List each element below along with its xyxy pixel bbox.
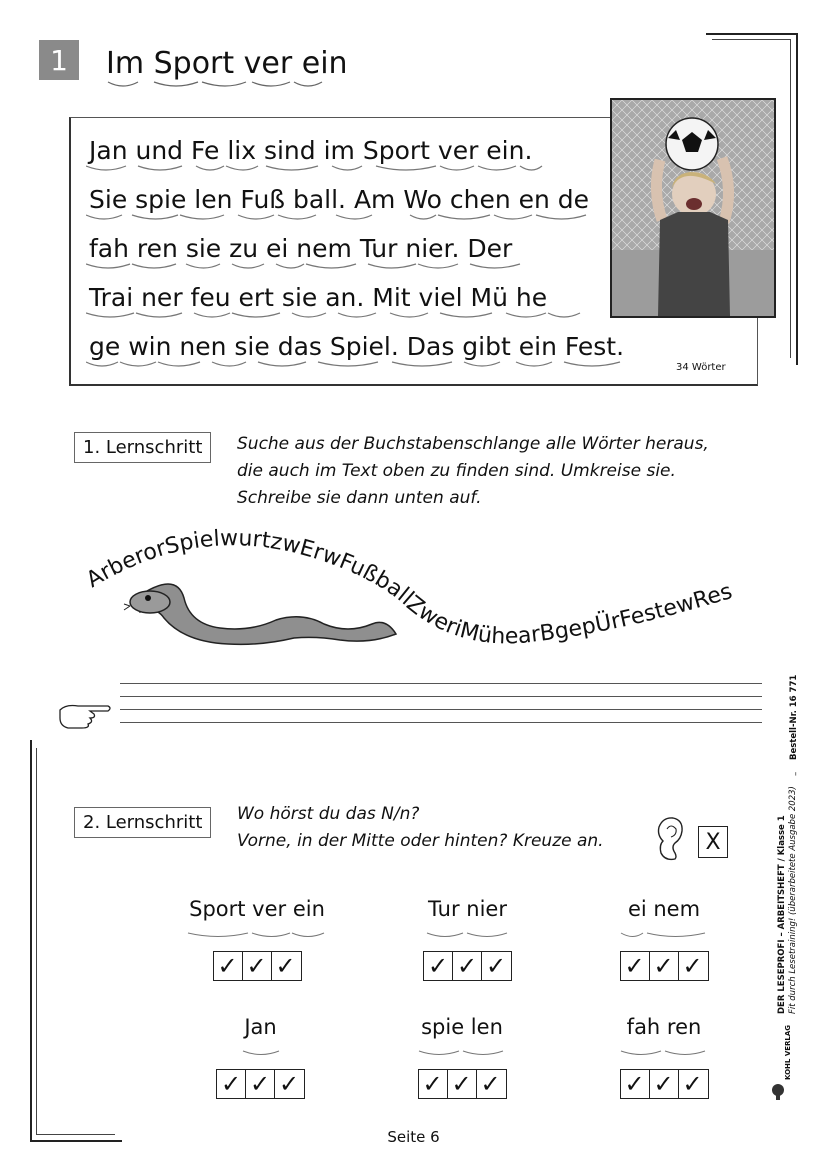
checkbox-front[interactable]: ✓ <box>214 952 243 980</box>
publisher-logo-icon <box>770 1082 794 1100</box>
checkbox-middle[interactable]: ✓ <box>453 952 482 980</box>
checkbox-end[interactable]: ✓ <box>682 952 703 980</box>
step2-instructions <box>237 801 604 855</box>
order-number: Bestell-Nr. 16 771 <box>789 674 799 760</box>
instruction-line: die auch im Text oben zu finden sind. Umkreise sie. <box>237 461 676 481</box>
checkbox-row[interactable] <box>213 951 302 981</box>
checkbox-row[interactable] <box>620 1069 709 1099</box>
syllable-arcs <box>619 1050 709 1058</box>
syllable-arcs <box>217 1050 305 1058</box>
page-number: Seite 6 <box>387 1128 440 1146</box>
choice-word: fah ren <box>626 1015 702 1039</box>
syllable-arcs <box>619 932 709 940</box>
syllable-arcs <box>417 1050 507 1058</box>
step1-label: 1. Lernschritt <box>74 432 211 463</box>
story-line: fah ren sie zu ei nem Tur nier. Der <box>89 234 513 263</box>
ear-icon <box>651 815 685 863</box>
page-title <box>106 46 348 81</box>
boy-football-photo <box>610 98 776 318</box>
story-line: Trai ner feu ert sie an. Mit viel Mü he <box>89 283 548 312</box>
chapter-number: 1 <box>39 40 79 80</box>
checkbox-middle[interactable]: ✓ <box>246 1070 275 1098</box>
checkbox-middle[interactable]: ✓ <box>650 952 679 980</box>
writing-lines[interactable] <box>120 683 762 723</box>
story-line: Jan und Fe lix sind im Sport ver ein. <box>89 136 533 165</box>
step2-label: 2. Lernschritt <box>74 807 211 838</box>
title-syllable-arcs <box>106 80 328 90</box>
choice-word: Sport ver ein <box>189 897 325 921</box>
checkbox-row[interactable] <box>216 1069 305 1099</box>
word-choice <box>619 1015 709 1099</box>
word-choice <box>423 897 512 981</box>
syllable-arcs <box>425 932 511 940</box>
word-choice <box>186 897 328 981</box>
checkbox-front[interactable]: ✓ <box>419 1070 448 1098</box>
series-subtitle: Fit durch Lesetraining! (überarbeitete Ausgabe 2023) <box>788 786 798 1014</box>
syllable-arcs <box>186 932 328 940</box>
checkbox-middle[interactable]: ✓ <box>650 1070 679 1098</box>
page-title-text: Im Sport ver ein <box>106 46 348 81</box>
checkbox-front[interactable]: ✓ <box>621 952 650 980</box>
separator-dash: – <box>791 771 801 776</box>
checkbox-end[interactable]: ✓ <box>480 1070 501 1098</box>
word-choice <box>619 897 709 981</box>
checkbox-front[interactable]: ✓ <box>424 952 453 980</box>
publisher-name: KOHL VERLAG <box>784 1024 792 1080</box>
checkbox-middle[interactable]: ✓ <box>448 1070 477 1098</box>
instruction-line: Vorne, in der Mitte oder hinten? Kreuze an. <box>237 831 604 851</box>
choice-word: Tur nier <box>428 897 507 921</box>
word-choice <box>216 1015 305 1099</box>
checkbox-row[interactable] <box>418 1069 507 1099</box>
checkbox-end[interactable]: ✓ <box>278 1070 300 1098</box>
checkbox-end[interactable]: ✓ <box>485 952 507 980</box>
story-line: Sie spie len Fuß ball. Am Wo chen en de <box>89 185 590 214</box>
checkbox-front[interactable]: ✓ <box>217 1070 246 1098</box>
checkbox-row[interactable] <box>620 951 709 981</box>
instruction-line: Schreibe sie dann unten auf. <box>237 488 482 508</box>
letter-snake-text: ArberorSpielwurtzwErwFußballZweriMühearBgepÜrFestewRes <box>82 526 736 650</box>
pointing-hand-icon <box>56 698 114 734</box>
letter-snake <box>80 520 790 665</box>
checkbox-middle[interactable]: ✓ <box>243 952 272 980</box>
choice-word: ei nem <box>627 897 701 921</box>
word-count: 34 Wörter <box>676 362 726 373</box>
story-line: ge win nen sie das Spiel. Das gibt ein Fest. <box>89 332 625 361</box>
word-choice <box>417 1015 507 1099</box>
series-title: DER LESEPROFI – ARBEITSHEFT / Klasse 1 <box>777 815 787 1014</box>
step1-instructions <box>237 431 709 512</box>
checkbox-front[interactable]: ✓ <box>621 1070 650 1098</box>
story-syllable-arcs <box>86 162 626 372</box>
snake-icon <box>124 584 396 644</box>
checkbox-end[interactable]: ✓ <box>682 1070 703 1098</box>
instruction-line: Wo hörst du das N/n? <box>237 804 420 824</box>
instruction-line: Suche aus der Buchstabenschlange alle Wörter heraus, <box>237 434 709 454</box>
checkbox-end[interactable]: ✓ <box>275 952 296 980</box>
choice-word: spie len <box>421 1015 503 1039</box>
example-x-box: X <box>698 826 728 858</box>
checkbox-row[interactable] <box>423 951 512 981</box>
choice-word: Jan <box>244 1015 277 1039</box>
